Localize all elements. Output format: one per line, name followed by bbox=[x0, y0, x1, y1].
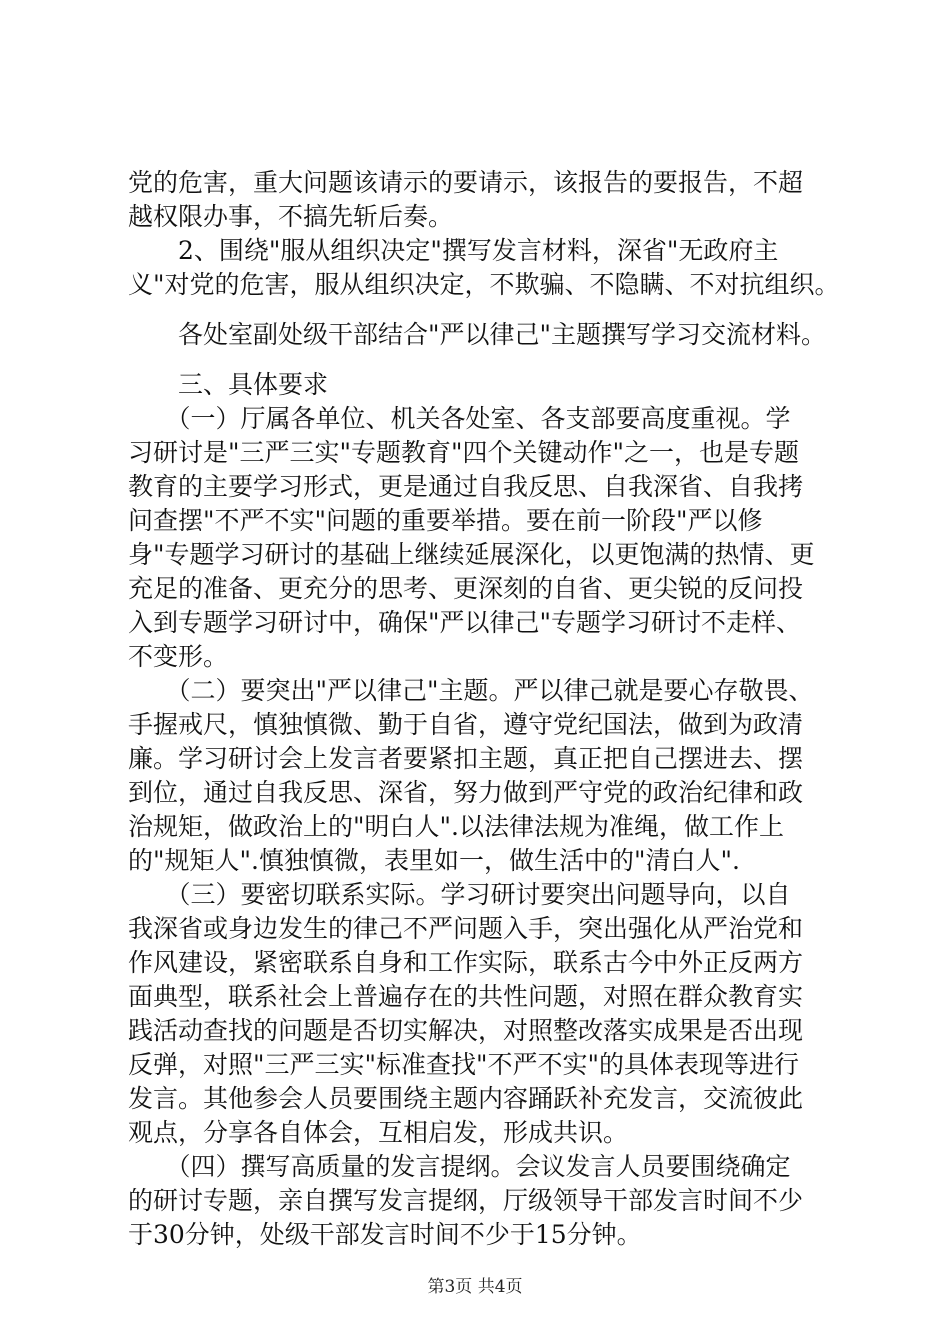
text-line: 身"专题学习研讨的基础上继续延展深化，以更饱满的热情、更 bbox=[128, 540, 815, 569]
text-line: 义"对党的危害，服从组织决定，不欺骗、不隐瞒、不对抗组织。 bbox=[128, 270, 840, 299]
text-line: 到位，通过自我反思、深省，努力做到严守党的政治纪律和政 bbox=[128, 778, 804, 807]
text-line: 越权限办事，不搞先斩后奏。 bbox=[128, 202, 454, 231]
text-line: 作风建设，紧密联系自身和工作实际，联系古今中外正反两方 bbox=[128, 948, 804, 977]
text-line: 入到专题学习研讨中，确保"严以律己"专题学习研讨不走样、 bbox=[128, 608, 802, 637]
text-line: 我深省或身边发生的律己不严问题入手，突出强化从严治党和 bbox=[128, 914, 804, 943]
text-line: （二）要突出"严以律己"主题。严以律己就是要心存敬畏、 bbox=[128, 676, 814, 705]
text-line: 不变形。 bbox=[128, 642, 229, 671]
text-line: 充足的准备、更充分的思考、更深刻的自省、更尖锐的反问投 bbox=[128, 574, 804, 603]
text-line: 面典型，联系社会上普遍存在的共性问题，对照在群众教育实 bbox=[128, 982, 804, 1011]
text-line: 的研讨专题，亲自撰写发言提纲，厅级领导干部发言时间不少 bbox=[128, 1186, 804, 1215]
text-line: （一）厅属各单位、机关各处室、各支部要高度重视。学 bbox=[128, 404, 791, 433]
text-line: 2、围绕"服从组织决定"撰写发言材料，深省"无政府主 bbox=[128, 236, 779, 265]
text-line: 各处室副处级干部结合"严以律己"主题撰写学习交流材料。 bbox=[128, 320, 827, 349]
text-line: （四）撰写高质量的发言提纲。会议发言人员要围绕确定 bbox=[128, 1152, 791, 1181]
text-line: 习研讨是"三严三实"专题教育"四个关键动作"之一，也是专题 bbox=[128, 438, 799, 467]
text-line: 践活动查找的问题是否切实解决，对照整改落实成果是否出现 bbox=[128, 1016, 804, 1045]
text-line: 观点，分享各自体会，互相启发，形成共识。 bbox=[128, 1118, 629, 1147]
page-footer: 第3页 共4页 bbox=[427, 1277, 523, 1297]
text-line: 三、具体要求 bbox=[128, 370, 329, 399]
text-line: 治规矩，做政治上的"明白人".以法律法规为准绳，做工作上 bbox=[128, 812, 784, 841]
text-line: 党的危害，重大问题该请示的要请示，该报告的要报告，不超 bbox=[128, 168, 804, 197]
text-line: 问查摆"不严不实"问题的重要举措。要在前一阶段"严以修 bbox=[128, 506, 763, 535]
text-line: 发言。其他参会人员要围绕主题内容踊跃补充发言，交流彼此 bbox=[128, 1084, 804, 1113]
text-line: 廉。学习研讨会上发言者要紧扣主题，真正把自己摆进去、摆 bbox=[128, 744, 804, 773]
text-line: （三）要密切联系实际。学习研讨要突出问题导向，以自 bbox=[128, 880, 791, 909]
text-line: 的"规矩人".慎独慎微，表里如一，做生活中的"清白人". bbox=[128, 846, 740, 875]
text-line: 教育的主要学习形式，更是通过自我反思、自我深省、自我拷 bbox=[128, 472, 804, 501]
text-line: 于30分钟，处级干部发言时间不少于15分钟。 bbox=[128, 1220, 642, 1249]
text-line: 反弹，对照"三严三实"标准查找"不严不实"的具体表现等进行 bbox=[128, 1050, 799, 1079]
text-line: 手握戒尺，慎独慎微、勤于自省，遵守党纪国法，做到为政清 bbox=[128, 710, 804, 739]
